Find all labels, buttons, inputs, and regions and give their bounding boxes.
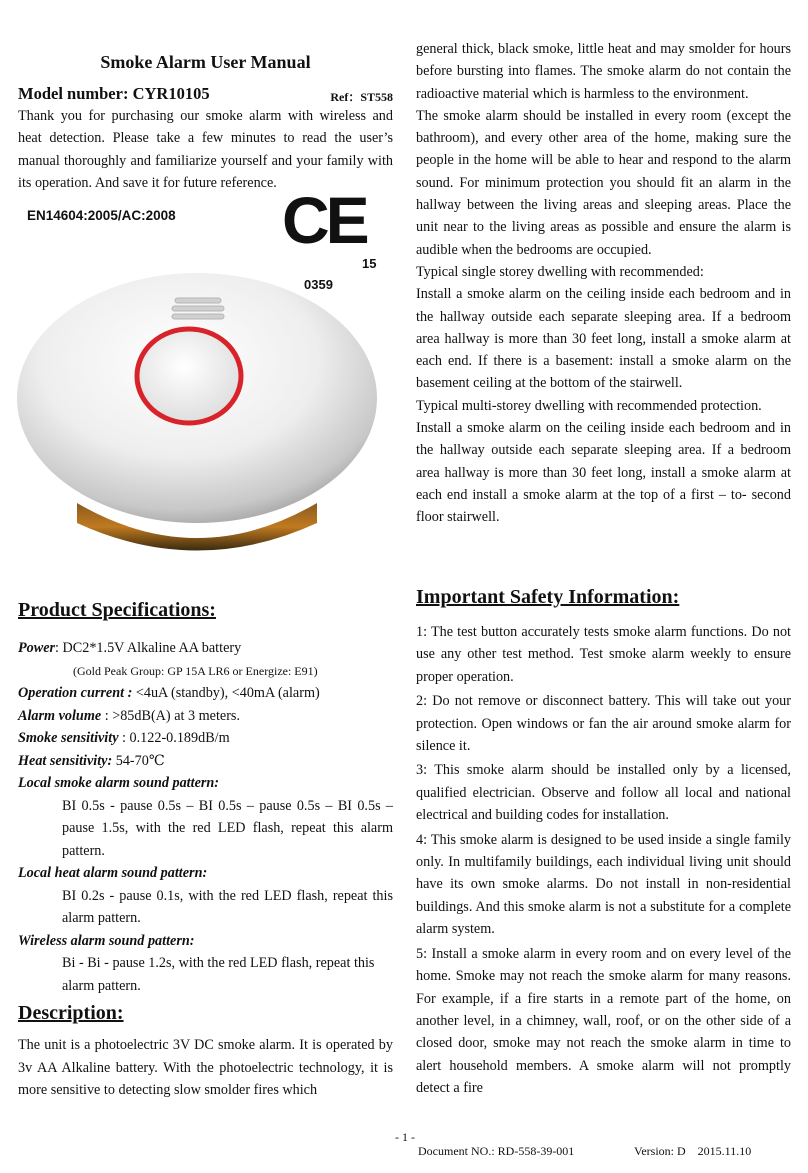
description-paragraph-4: Install a smoke alarm on the ceiling inside each bedroom and in the hallway outside each separate sleeping area. If a bedroom area hallway is more than 30 feet long, install a smoke alarm at each end. If there is a basement: install a smoke alarm on the basement ceiling at the bottom of the stairwell. bbox=[416, 286, 791, 392]
ce-year: 15 bbox=[362, 256, 377, 271]
local-heat-pattern: BI 0.2s - pause 0.1s, with the red LED flash, repeat this alarm pattern. bbox=[62, 887, 393, 926]
safety-item-number: 3: bbox=[416, 762, 428, 779]
page-number: - 1 - bbox=[395, 1130, 415, 1144]
local-heat-pattern-label: Local heat alarm sound pattern: bbox=[18, 865, 208, 881]
left-column bbox=[18, 0, 393, 194]
safety-item-number: 5: bbox=[416, 945, 428, 962]
description-section bbox=[18, 1000, 393, 1102]
vent-slots bbox=[172, 298, 224, 319]
safety-item-number: 1: bbox=[416, 624, 428, 640]
local-smoke-pattern-label: Local smoke alarm sound pattern: bbox=[18, 775, 220, 791]
current-label: Operation current : bbox=[18, 685, 133, 701]
description-heading: Description: bbox=[18, 1002, 124, 1024]
safety-item-text: This smoke alarm should be installed only by a licensed, qualified electrician. Observe and follow all local and national electrical and building codes for installation. bbox=[416, 762, 791, 824]
safety-heading: Important Safety Information: bbox=[416, 586, 680, 608]
safety-list bbox=[416, 621, 791, 1100]
notified-body-number: 0359 bbox=[304, 277, 333, 292]
product-specifications bbox=[18, 597, 393, 997]
document-number: Document NO.: RD-558-39-001 bbox=[418, 1144, 575, 1158]
safety-item-text: This smoke alarm is designed to be used inside a single family only. In multifamily buildings, each individual living unit should have its own smoke alarms. Do not install in non-residential buildings. And this smoke alarm is not a substitute for a complete alarm system. bbox=[416, 831, 791, 938]
safety-item-text: Do not remove or disconnect battery. This will take out your protection. Open windows or fan the air around smoke alarm for silence it. bbox=[416, 693, 791, 755]
power-label: Power bbox=[18, 640, 56, 656]
description-paragraph-6: Install a smoke alarm on the ceiling inside each bedroom and in the hallway outside each separate sleeping area. If a bedroom area hallway is more than 30 feet long, install a smoke alarm at each end install a smoke alarm at the top of a first – to- second floor stairwell. bbox=[416, 420, 791, 526]
safety-item bbox=[416, 690, 791, 757]
safety-item-number: 4: bbox=[416, 831, 428, 848]
smoke-sensitivity-label: Smoke sensitivity bbox=[18, 730, 119, 746]
description-paragraph-3: Typical single storey dwelling with recommended: bbox=[416, 263, 704, 280]
power-note: (Gold Peak Group: GP 15A LR6 or Energize: E91) bbox=[73, 663, 318, 678]
safety-item-text: Install a smoke alarm in every room and on every level of the home. Smoke may not reach the smoke alarm for many reasons. For example, if a fire starts in a remote part of the home, on another level, in a chimney, wall, roof, or on the other side of a closed door, smoke may not reach the smoke alarm in time to alert household members. A smoke alarm will not promptly detect a fire bbox=[416, 945, 791, 1097]
safety-item-text: The test button accurately tests smoke alarm functions. Do not use any other test method. Test smoke alarm weekly to ensure proper operation. bbox=[416, 624, 791, 685]
power-value: : DC2*1.5V Alkaline AA battery bbox=[55, 640, 242, 656]
description-paragraph-1: The unit is a photoelectric 3V DC smoke alarm. It is operated by 3v AA Alkaline battery. With the photoelectric technology, it is more sensitive to detecting slow smolder fires which bbox=[18, 1037, 393, 1098]
model-number-text: Model number: CYR10105 bbox=[18, 84, 210, 103]
model-number bbox=[18, 83, 393, 105]
safety-item-number: 2: bbox=[416, 693, 428, 710]
wireless-pattern: Bi - Bi - pause 1.2s, with the red LED flash, repeat this alarm pattern. bbox=[62, 955, 375, 994]
intro-paragraph: Thank you for purchasing our smoke alarm with wireless and heat detection. Please take a few minutes to read the user’s manual thoroughly and familiarize yourself and your family with its operation. And save it for future reference. bbox=[18, 108, 393, 191]
current-value: <4uA (standby), <40mA (alarm) bbox=[132, 685, 320, 701]
volume-label: Alarm volume bbox=[18, 707, 102, 724]
version-date: Version: D 2015.11.10 bbox=[634, 1144, 752, 1158]
volume-value: : >85dB(A) at 3 meters. bbox=[101, 707, 240, 724]
local-smoke-pattern: BI 0.5s - pause 0.5s – BI 0.5s – pause 0.5s – BI 0.5s – pause 1.5s, with the red LED flash, repeat this alarm pattern. bbox=[62, 797, 393, 859]
description-paragraph-5: Typical multi-storey dwelling with recommended protection. bbox=[416, 397, 762, 414]
safety-item bbox=[416, 829, 791, 941]
standard-label: EN14604:2005/AC:2008 bbox=[27, 208, 176, 223]
safety-item bbox=[416, 621, 791, 688]
heat-sensitivity-value: 54-70℃ bbox=[112, 752, 165, 769]
wireless-pattern-label: Wireless alarm sound pattern: bbox=[18, 932, 195, 949]
right-column bbox=[416, 38, 791, 529]
specs-heading: Product Specifications: bbox=[18, 599, 216, 621]
smoke-alarm-photo bbox=[17, 273, 378, 573]
ce-logo: CE bbox=[282, 183, 366, 257]
safety-item bbox=[416, 759, 791, 826]
ref-code: Ref：ST558 bbox=[330, 90, 393, 104]
description-paragraph-2: The smoke alarm should be installed in every room (except the bathroom), and every other area of the home, making sure the people in the home will be able to hear and respond to the alarm sound. For minimum protection you should fit an alarm in the hallway between the living areas and sleeping areas. Place the unit near to the living areas as possible and ensure the alarm is audible when the bedrooms are occupied. bbox=[416, 107, 791, 258]
safety-item bbox=[416, 943, 791, 1100]
heat-sensitivity-label: Heat sensitivity: bbox=[18, 752, 113, 769]
description-paragraph-1-cont: general thick, black smoke, little heat and may smolder for hours before bursting into flames. The smoke alarm do not contain the radioactive material which is harmless to the environment. bbox=[416, 41, 791, 102]
page-title: Smoke Alarm User Manual bbox=[100, 52, 311, 72]
smoke-sensitivity-value: : 0.122-0.189dB/m bbox=[118, 730, 230, 746]
